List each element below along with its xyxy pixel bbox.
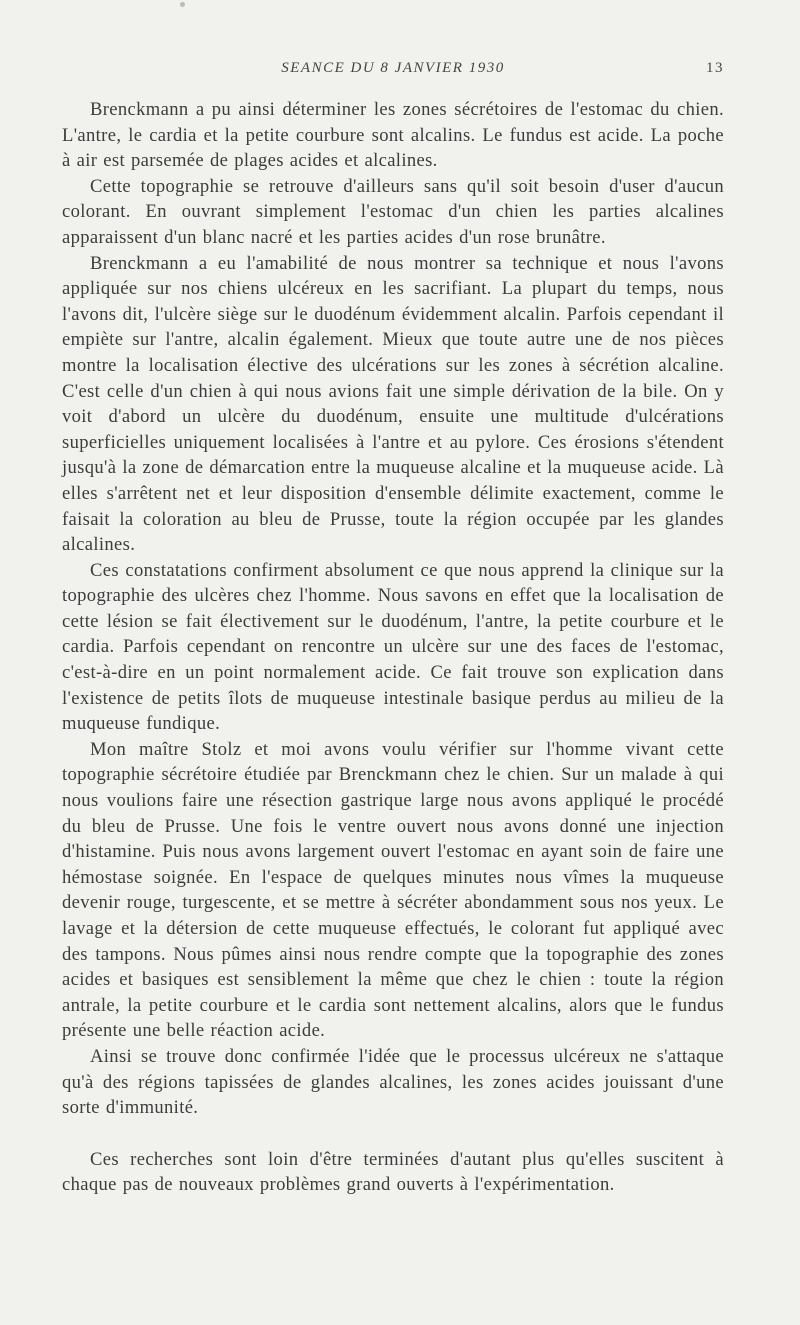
running-header (62, 60, 724, 86)
paragraph: Ces recherches sont loin d'être terminées d'autant plus qu'elles suscitent à chaque pas de nouveaux problèmes grand ouverts à l'expérimentation. (62, 1148, 724, 1196)
paragraph: Brenckmann a pu ainsi déterminer les zones sécrétoires de l'estomac du chien. L'antre, le cardia et la petite courbure sont alcalins. Le fundus est acide. La poche à air est parsemée de plages acides et alcalines. (62, 99, 724, 172)
paragraph: Brenckmann a eu l'amabilité de nous montrer sa technique et nous l'avons appliquée sur nos chiens ulcéreux en les sacrifiant. La plupart du temps, nous l'avons dit, l'ulcère siège sur le duodénum évidemment alcalin. Parfois cependant il empiète sur l'antre, alcalin également. Mieux que toute autre une de nos pièces montre la localisation élective des ulcérations sur les zones à sécrétion alcaline. C'est celle d'un chien à qui nous avions fait une simple dérivation de la bile. On y voit d'abord un ulcère du duodénum, ensuite une multitude d'ulcérations superficielles uniquement localisées à l'antre et au pylore. Ces érosions s'étendent jusqu'à la zone de démarcation entre la muqueuse alcaline et la muqueuse acide. Là elles s'arrêtent net et leur disposition d'ensemble délimite exactement, comme le faisait la coloration au bleu de Prusse, toute la région occupée par les glandes alcalines. (62, 252, 724, 556)
paragraph: Mon maître Stolz et moi avons voulu vérifier sur l'homme vivant cette topographie sécrétoire étudiée par Brenckmann chez le chien. Sur un malade à qui nous voulions faire une résection gastrique large nous avons appliqué le procédé du bleu de Prusse. Une fois le ventre ouvert nous avons donné une injection d'histamine. Puis nous avons largement ouvert l'estomac en ayant soin de faire une hémostase soignée. En l'espace de quelques minutes nous vîmes la muqueuse devenir rouge, turgescente, et se mettre à sécréter abondamment sous nos yeux. Le lavage et la détersion de cette muqueuse effectués, le colorant fut appliqué avec des tampons. Nous pûmes ainsi nous rendre compte que la topographie des zones acides et basiques est sensiblement la même que chez le chien : toute la région antrale, la petite courbure et le cardia sont nettement alcalins, alors que le fundus présente une belle réaction acide. (62, 738, 724, 1042)
scan-speck (180, 2, 185, 7)
body-text (62, 97, 724, 1198)
running-title: SEANCE DU 8 JANVIER 1930 (281, 60, 505, 76)
paragraph: Ainsi se trouve donc confirmée l'idée que le processus ulcéreux ne s'attaque qu'à des régions tapissées de glandes alcalines, les zones acides jouissant d'une sorte d'immunité. (62, 1045, 724, 1119)
paragraph: Ces constatations confirment absolument ce que nous apprend la clinique sur la topographie des ulcères chez l'homme. Nous savons en effet que la localisation de cette lésion se fait électivement sur le duodénum, l'antre, la petite courbure et le cardia. Parfois cependant on rencontre un ulcère sur une des faces de l'estomac, c'est-à-dire en un point normalement acide. Ce fait trouve son explication dans l'existence de petits îlots de muqueuse intestinale basique perdus au milieu de la muqueuse fundique. (62, 559, 724, 735)
section-gap (62, 1121, 724, 1147)
paragraph: Cette topographie se retrouve d'ailleurs sans qu'il soit besoin d'user d'aucun colorant. En ouvrant simplement l'estomac d'un chien les parties alcalines apparaissent d'un blanc nacré et les parties acides d'un rose brunâtre. (62, 175, 724, 248)
page-number: 13 (706, 60, 724, 76)
